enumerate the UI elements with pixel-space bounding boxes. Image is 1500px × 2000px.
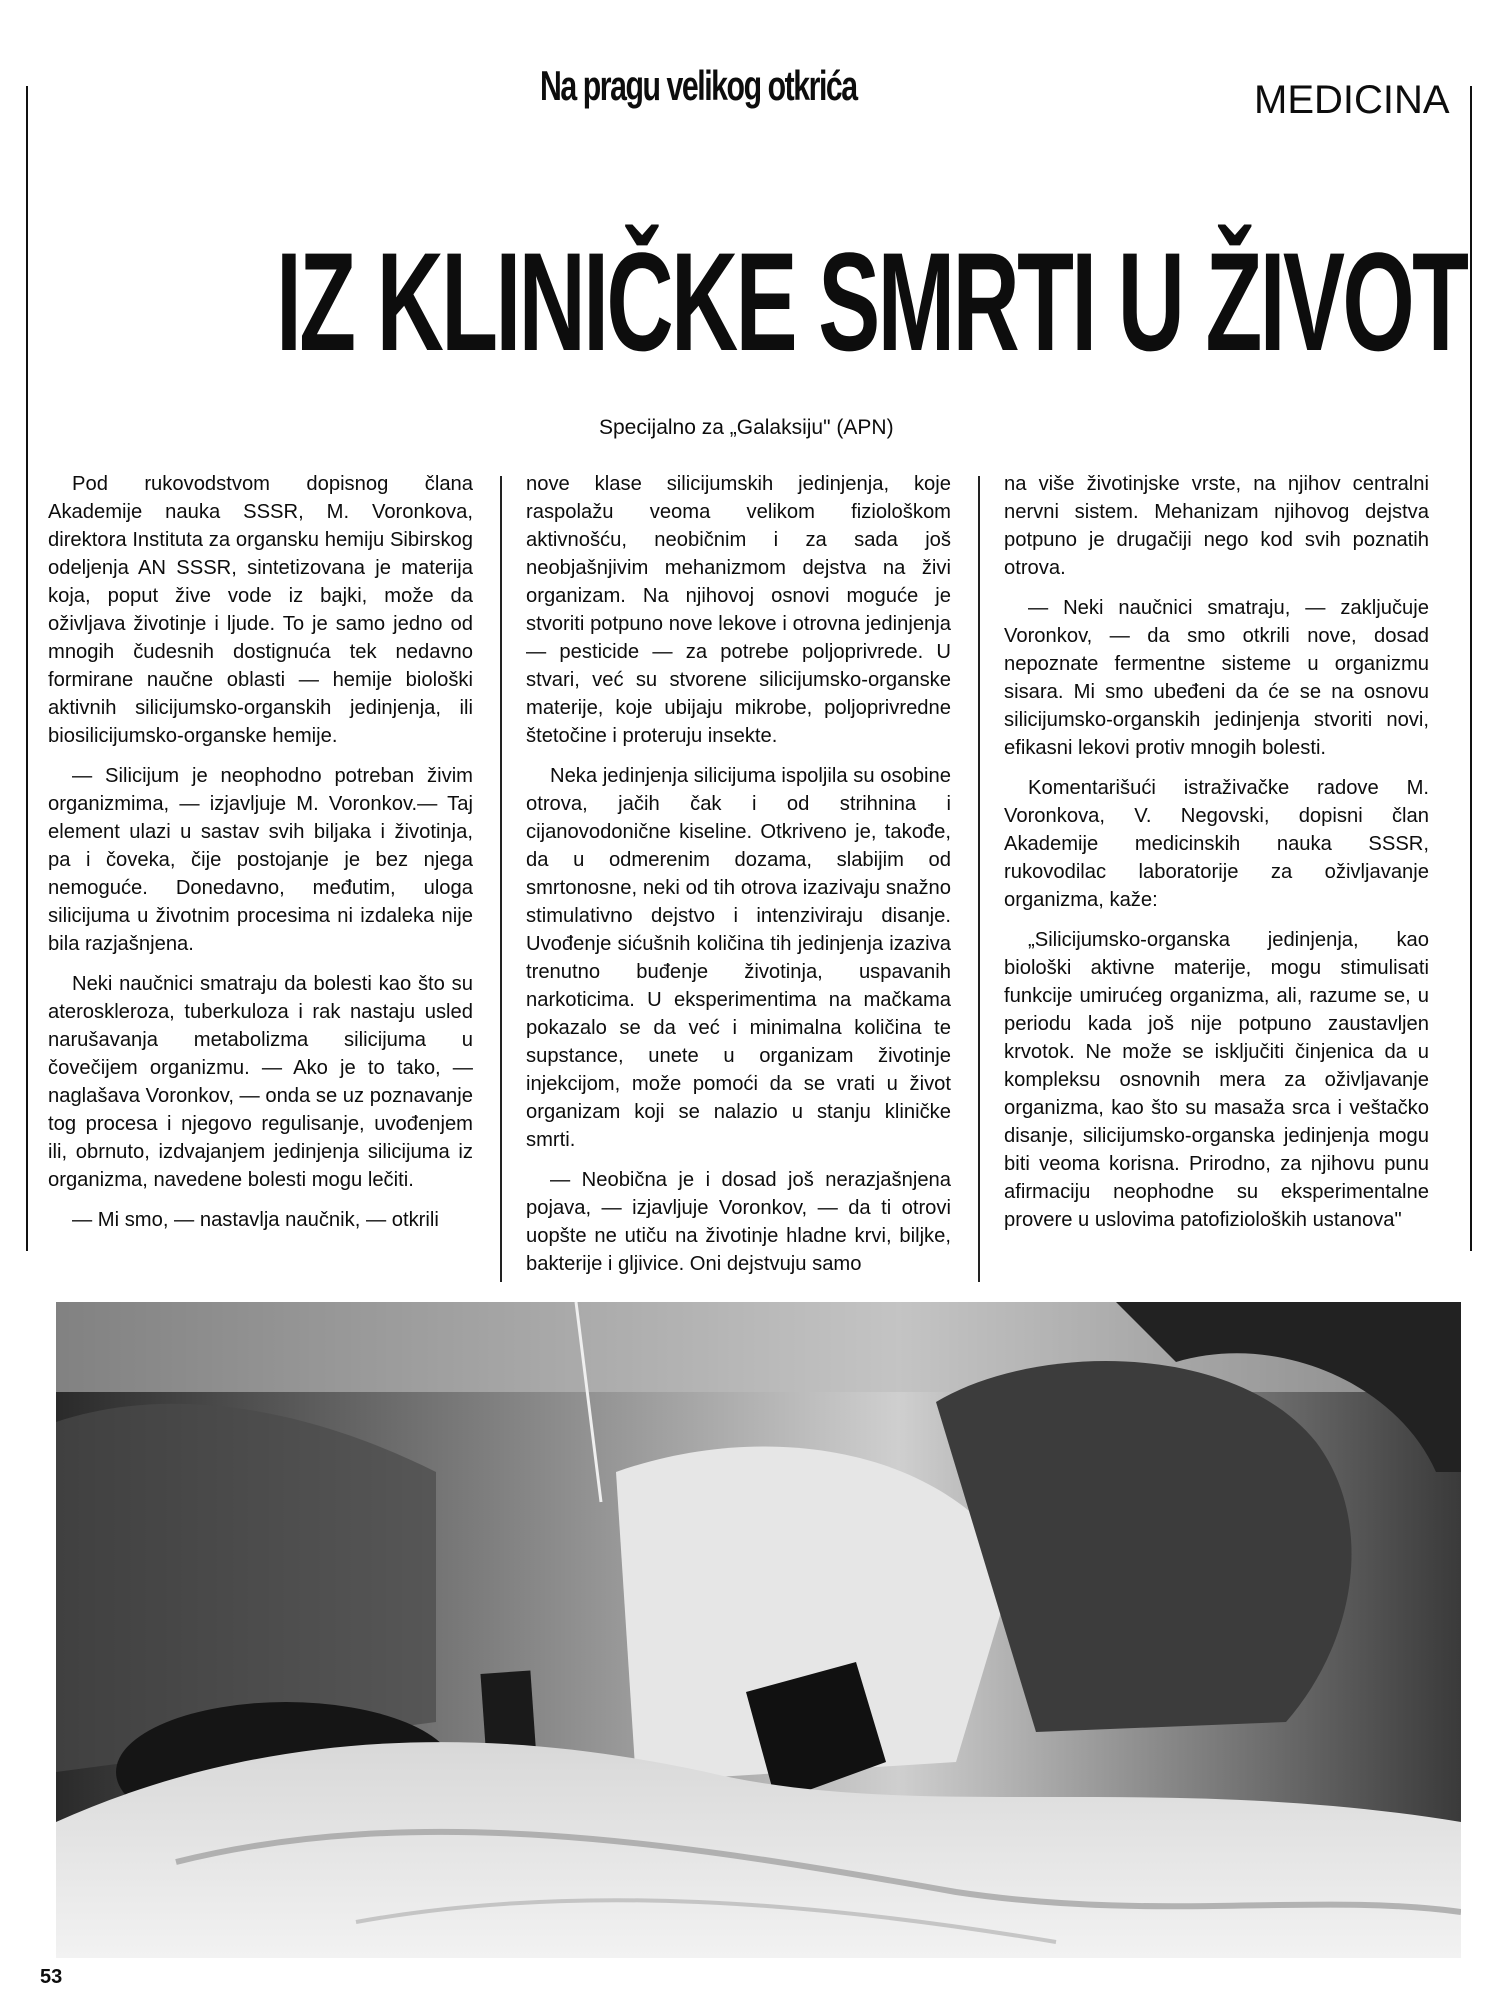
paragraph: — Silicijum je neophodno potreban živim organizmima, — izjavljuje M. Voronkov.— Taj element ulazi u sastav svih biljaka i životinja, pa i čoveka, čije postojanje je bez njega nemoguće. Donedavno, međutim, uloga silicijuma u životnim procesima ni izdaleka nije bila razjašnjena. — [48, 765, 473, 955]
paragraph: — Mi smo, — nastavlja naučnik, — otkrili — [72, 1209, 439, 1231]
article-column-3 — [1004, 470, 1429, 1246]
paragraph: Komentarišući istraživačke radove M. Voronkova, V. Negovski, dopisni član Akademije medicinskih nauka SSSR, rukovodilac laboratorije za oživljavanje organizma, kaže: — [1004, 777, 1429, 911]
headline: IZ KLINIČKE SMRTI U ŽIVOT — [276, 223, 1467, 380]
page-number: 53 — [40, 1966, 63, 1988]
kicker-title: Na pragu velikog otkrića — [540, 62, 857, 109]
right-margin-rule — [1470, 86, 1472, 1251]
column-divider — [500, 476, 502, 1282]
paragraph: — Neobična je i dosad još nerazjašnjena pojava, — izjavljuje Voronkov, — da ti otrovi uopšte ne utiču na životinje hladne krvi, biljke, bakterije i gljivice. Oni dejstvuju samo — [526, 1169, 951, 1275]
paragraph: nove klase silicijumskih jedinjenja, koje raspolažu veoma velikom fiziološkom aktivnošću, neobičnim i za sada još neobjašnjivim mehanizmom dejstva na živi organizam. Na njihovoj osnovi moguće je stvoriti potpuno nove lekove i otrovna jedinjenja — pesticide — za potrebe poljoprivrede. U stvari, već su stvorene silicijumsko-organske materije, koje ubijaju mikrobe, poljoprivredne štetočine i proteruju insekte. — [526, 473, 951, 747]
paragraph: Pod rukovodstvom dopisnog člana Akademije nauka SSSR, M. Voronkova, direktora Instituta za organsku hemiju Sibirskog odeljenja AN SSSR, sintetizovana je materija koja, poput žive vode iz bajki, može da oživljava životinje i ljude. To je samo jedno od mnogih čudesnih dostignuća tek nedavno formirane naučne oblasti — hemije biološki aktivnih silicijumsko-organskih jedinjenja, ili biosilicijumsko-organske hemije. — [48, 473, 473, 747]
article-column-1 — [48, 470, 473, 1246]
byline: Specijalno za „Galaksiju" (APN) — [599, 416, 894, 439]
article-column-2 — [526, 470, 951, 1290]
left-margin-rule — [26, 86, 28, 1251]
paragraph: — Neki naučnici smatraju, — zaključuje Voronkov, — da smo otkrili nove, dosad nepoznate fermentne sisteme u organizmu sisara. Mi smo ubeđeni da će se na osnovu silicijumsko-organskih jedinjenja stvoriti novi, efikasni lekovi protiv mnogih bolesti. — [1004, 597, 1429, 759]
paragraph: Neki naučnici smatraju da bolesti kao što su ateroskleroza, tuberkuloza i rak nastaju usled narušavanja metabolizma silicijuma u čovečijem organizmu. — Ako je to tako, — naglašava Voronkov, — onda se uz poznavanje tog procesa i njegovo regulisanje, uvođenjem ili, obrnuto, izdvajanjem jedinjenja silicijuma iz organizma, navedene bolesti mogu lečiti. — [48, 973, 473, 1191]
column-divider — [978, 476, 980, 1282]
paragraph: na više životinjske vrste, na njihov centralni nervni sistem. Mehanizam njihovog dejstva potpuno je drugačiji nego kod svih poznatih otrova. — [1004, 473, 1429, 579]
paragraph: Neka jedinjenja silicijuma ispoljila su osobine otrova, jačih čak i od strihnina i cijanovodonične kiseline. Otkriveno je, takođe, da u odmerenim dozama, slabijim od smrtonosne, neki od tih otrova izazivaju snažno stimulativno dejstvo i intenziviraju disanje. Uvođenje sićušnih količina tih jedinjenja izaziva trenutno buđenje životinja, uspavanih narkoticima. U eksperimentima na mačkama pokazalo se da već i minimalna količina te supstance, unete u organizam životinje injekcijom, može pomoći da se vrati u život organizam koji se nalazio u stanju kliničke smrti. — [526, 765, 951, 1151]
section-label: MEDICINA — [1254, 78, 1450, 122]
photo-illustration — [56, 1302, 1461, 1958]
paragraph: „Silicijumsko-organska jedinjenja, kao biološki aktivne materije, mogu stimulisati funkcije umirućeg organizma, ali, razume se, u periodu kada još nije potpuno zaustavljen krvotok. Ne može se isključiti činjenica da u kompleksu osnovnih mera za oživljavanje organizma, kao što su masaža srca i veštačko disanje, silicijumsko-organska jedinjenja mogu biti veoma korisna. Prirodno, za njihovu punu afirmaciju neophodne su eksperimentalne provere u uslovima patofizioloških ustanova" — [1004, 929, 1429, 1231]
article-photo — [56, 1302, 1461, 1958]
